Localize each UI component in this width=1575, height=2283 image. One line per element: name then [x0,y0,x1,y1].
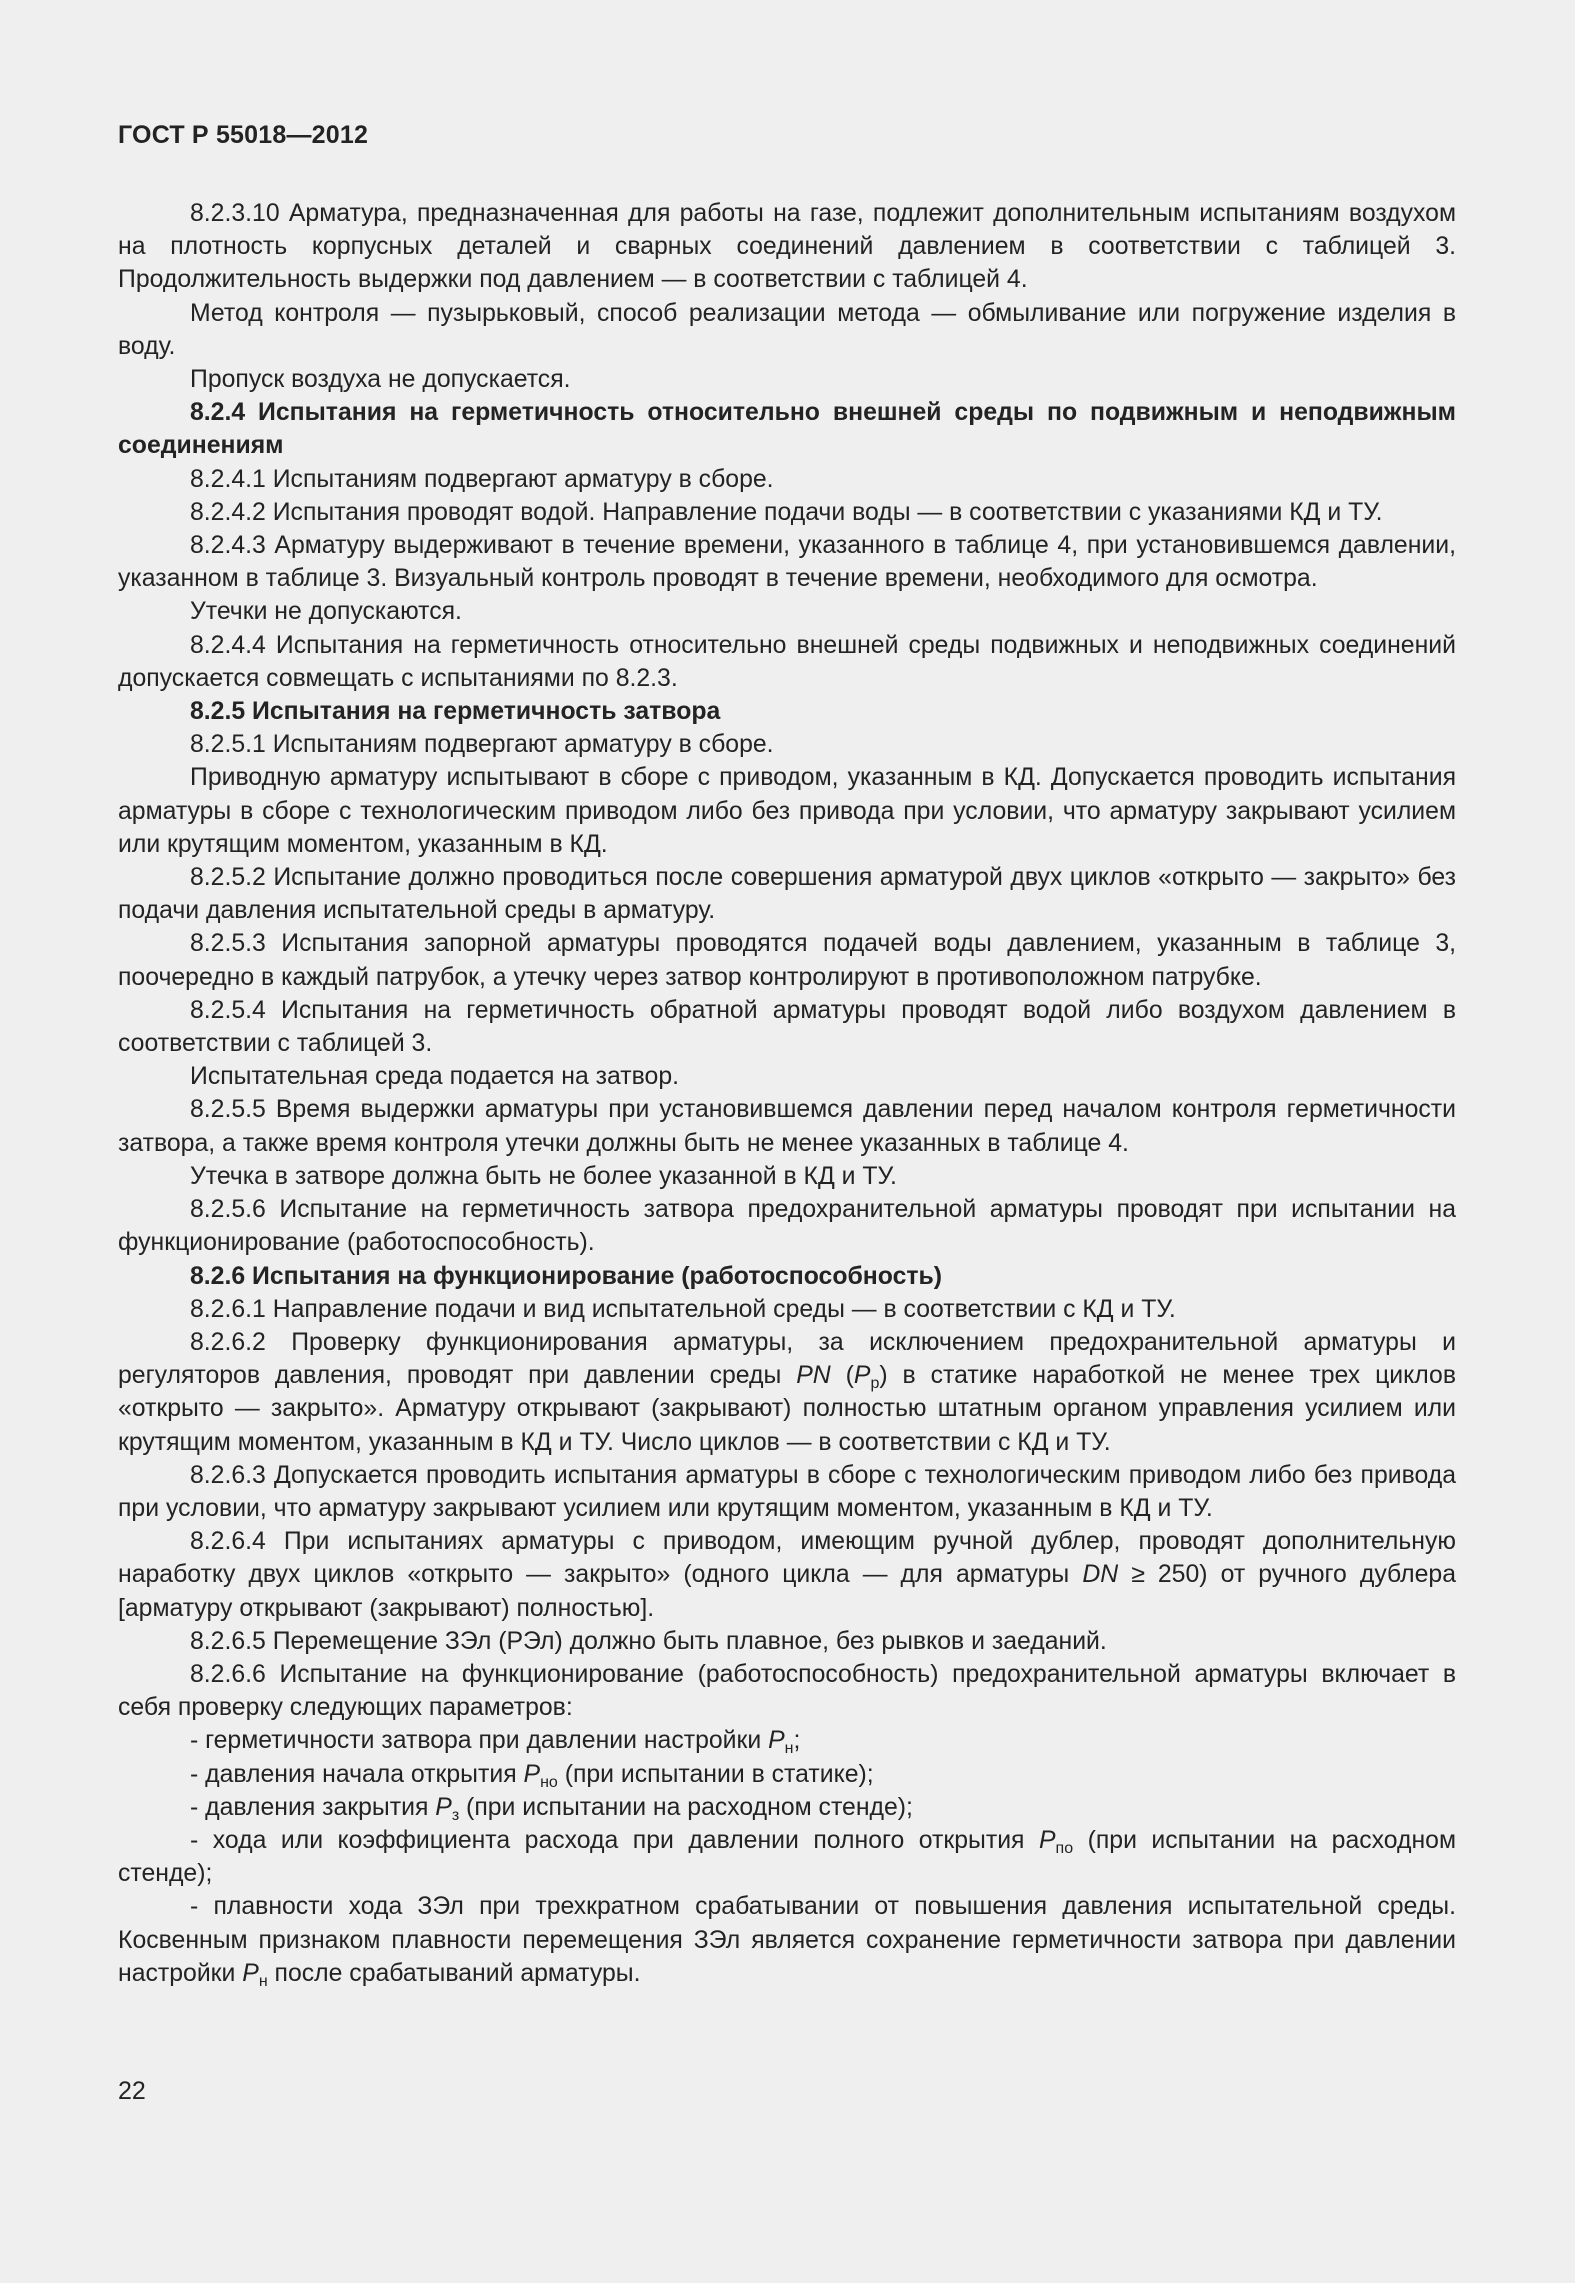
text-run: - герметичности затвора при давлении настройки [190,1727,769,1755]
paragraph-8-2-4-1: 8.2.4.1 Испытаниям подвергают арматуру в сборе. [190,465,774,493]
text-run: - хода или коэффициента расхода при давлении полного открытия [190,1826,1039,1854]
paragraph-8-2-6-1: 8.2.6.1 Направление подачи и вид испытательной среды — в соответствии с КД и ТУ. [190,1295,1176,1323]
paragraph-8-2-3-10: 8.2.3.10 Арматура, предназначенная для работы на газе, подлежит дополнительным испытаниям воздухом на плотность корпусных деталей и сварных соединений давлением в соответствии с таблицей 3. Продолжительность выдержки под давлением — в соответствии с таблицей 4. [118,200,1456,294]
symbol-p: P [1038,1826,1056,1854]
subscript: р [870,1375,880,1393]
document-body [118,197,1456,1990]
paragraph-8-2-5-6: 8.2.5.6 Испытание на герметичность затвора предохранительной арматуры проводят при испытании на функционирование (работоспособность). [118,1196,1456,1257]
list-item [118,1758,1456,1791]
symbol-p: P [853,1362,871,1390]
text-run: - плавности хода ЗЭл при трехкратном срабатывании от повышения давления испытательной среды. Косвенным признаком плавности перемещения ЗЭл является сохранение герметичности затвора при давлении настройки [118,1893,1456,1987]
paragraph-8-2-5-5: 8.2.5.5 Время выдержки арматуры при установившемся давлении перед началом контроля герметичности затвора, а также время контроля утечки должны быть не менее указанных в таблице 4. [118,1096,1456,1157]
paragraph-8-2-6-6: 8.2.6.6 Испытание на функционирование (работоспособность) предохранительной арматуры включает в себя проверку следующих параметров: [118,1660,1456,1722]
symbol-dn: DN [1082,1561,1119,1589]
text-run: - давления начала открытия [190,1760,524,1788]
paragraph-8-2-5-1: 8.2.5.1 Испытаниям подвергают арматуру в сборе. [190,731,774,759]
text-run: после срабатываний арматуры. [267,1959,641,1987]
section-heading-8-2-4: 8.2.4 Испытания на герметичность относительно внешней среды по подвижным и неподвижным соединениям [118,399,1456,460]
text-run: - давления закрытия [190,1793,436,1821]
text-run: ; [793,1727,801,1755]
paragraph-8-2-6-4 [118,1525,1456,1625]
page-number: 22 [118,2077,146,2105]
paragraph-8-2-6-3: 8.2.6.3 Допускается проводить испытания арматуры в сборе с технологическим приводом либо без привода при условии, что арматуру закрывают усилием или крутящим моментом, указанным в КД и ТУ. [118,1461,1456,1522]
paragraph-8-2-5-3: 8.2.5.3 Испытания запорной арматуры проводятся подачей воды давлением, указанным в таблице 3, поочередно в каждый патрубок, а утечку через затвор контролируют в противоположном патрубке. [118,930,1456,991]
symbol-p: P [523,1760,541,1788]
symbol-p: P [768,1727,785,1755]
paragraph-8-2-6-5: 8.2.6.5 Перемещение ЗЭл (РЭл) должно быть плавное, без рывков и заеданий. [190,1627,1107,1655]
text-run: ) в статике наработкой не менее трех циклов «открыто — закрыто». Арматуру открывают (закрывают) полностью штатным органом управления усилием или крутящим моментом, указанным в КД и ТУ. Число циклов — в соответствии с КД и ТУ. [118,1362,1457,1456]
text-run: ( [830,1362,854,1390]
paragraph-gate-leak: Утечка в затворе должна быть не более указанной в КД и ТУ. [190,1162,897,1190]
paragraph-8-2-4-2: 8.2.4.2 Испытания проводят водой. Направление подачи воды — в соответствии с указаниями КД и ТУ. [190,498,1383,526]
text-run: (при испытании в статике); [557,1760,874,1788]
paragraph-8-2-5-2: 8.2.5.2 Испытание должно проводиться после совершения арматурой двух циклов «открыто — закрыто» без подачи давления испытательной среды в арматуру. [118,864,1456,925]
subscript: н [258,1972,268,1990]
subscript: по [1055,1839,1074,1857]
section-heading-8-2-6: 8.2.6 Испытания на функционирование (работоспособность) [190,1262,943,1290]
paragraph-8-2-4-3: 8.2.4.3 Арматуру выдерживают в течение времени, указанного в таблице 4, при установившемся давлении, указанном в таблице 3. Визуальный контроль проводят в течение времени, необходимого для осмотра. [118,532,1456,593]
subscript: н [784,1740,794,1758]
paragraph-8-2-5-4: 8.2.5.4 Испытания на герметичность обратной арматуры проводят водой либо воздухом давлением в соответствии с таблицей 3. [118,996,1456,1058]
text-run: 8.2.6.4 При испытаниях арматуры с приводом, имеющим ручной дублер, проводят дополнительную наработку двух циклов «открыто — закрыто» (одного цикла — для арматуры [118,1528,1456,1589]
symbol-p: P [435,1793,452,1821]
paragraph-test-medium: Испытательная среда подается на затвор. [190,1063,680,1091]
list-item [118,1890,1456,1990]
symbol-p: P [242,1959,259,1987]
text-run: ≥ 250) от ручного дублера [арматуру открывают (закрывают) полностью]. [118,1561,1456,1622]
list-item [118,1824,1456,1890]
list-item [118,1724,1456,1757]
paragraph-air-leak: Пропуск воздуха не допускается. [190,366,571,394]
list-item [118,1791,1456,1824]
paragraph-8-2-4-4: 8.2.4.4 Испытания на герметичность относительно внешней среды подвижных и неподвижных соединений допускается совмещать с испытаниями по 8.2.3. [118,631,1456,692]
paragraph-leaks: Утечки не допускаются. [190,598,462,626]
subscript: з [451,1806,460,1824]
paragraph-drive-valves: Приводную арматуру испытывают в сборе с приводом, указанным в КД. Допускается проводить испытания арматуры в сборе с технологическим приводом либо без привода при условии, что арматуру закрывают усилием или крутящим моментом, указанным в КД. [118,764,1456,858]
document-header: ГОСТ Р 55018—2012 [118,121,369,149]
subscript: но [540,1773,558,1791]
paragraph-control-method: Метод контроля — пузырьковый, способ реализации метода — обмыливание или погружение изделия в воду. [118,299,1456,360]
text-run: 8.2.6.2 Проверку функционирования арматуры, за исключением предохранительной арматуры и регуляторов давления, проводят при давлении среды [118,1328,1456,1390]
text-run: (при испытании на расходном стенде); [459,1793,913,1821]
symbol-pn: PN [796,1362,831,1390]
paragraph-8-2-6-2 [118,1326,1456,1459]
section-heading-8-2-5: 8.2.5 Испытания на герметичность затвора [190,698,721,726]
text-run: (при испытании на расходном стенде); [118,1826,1457,1888]
